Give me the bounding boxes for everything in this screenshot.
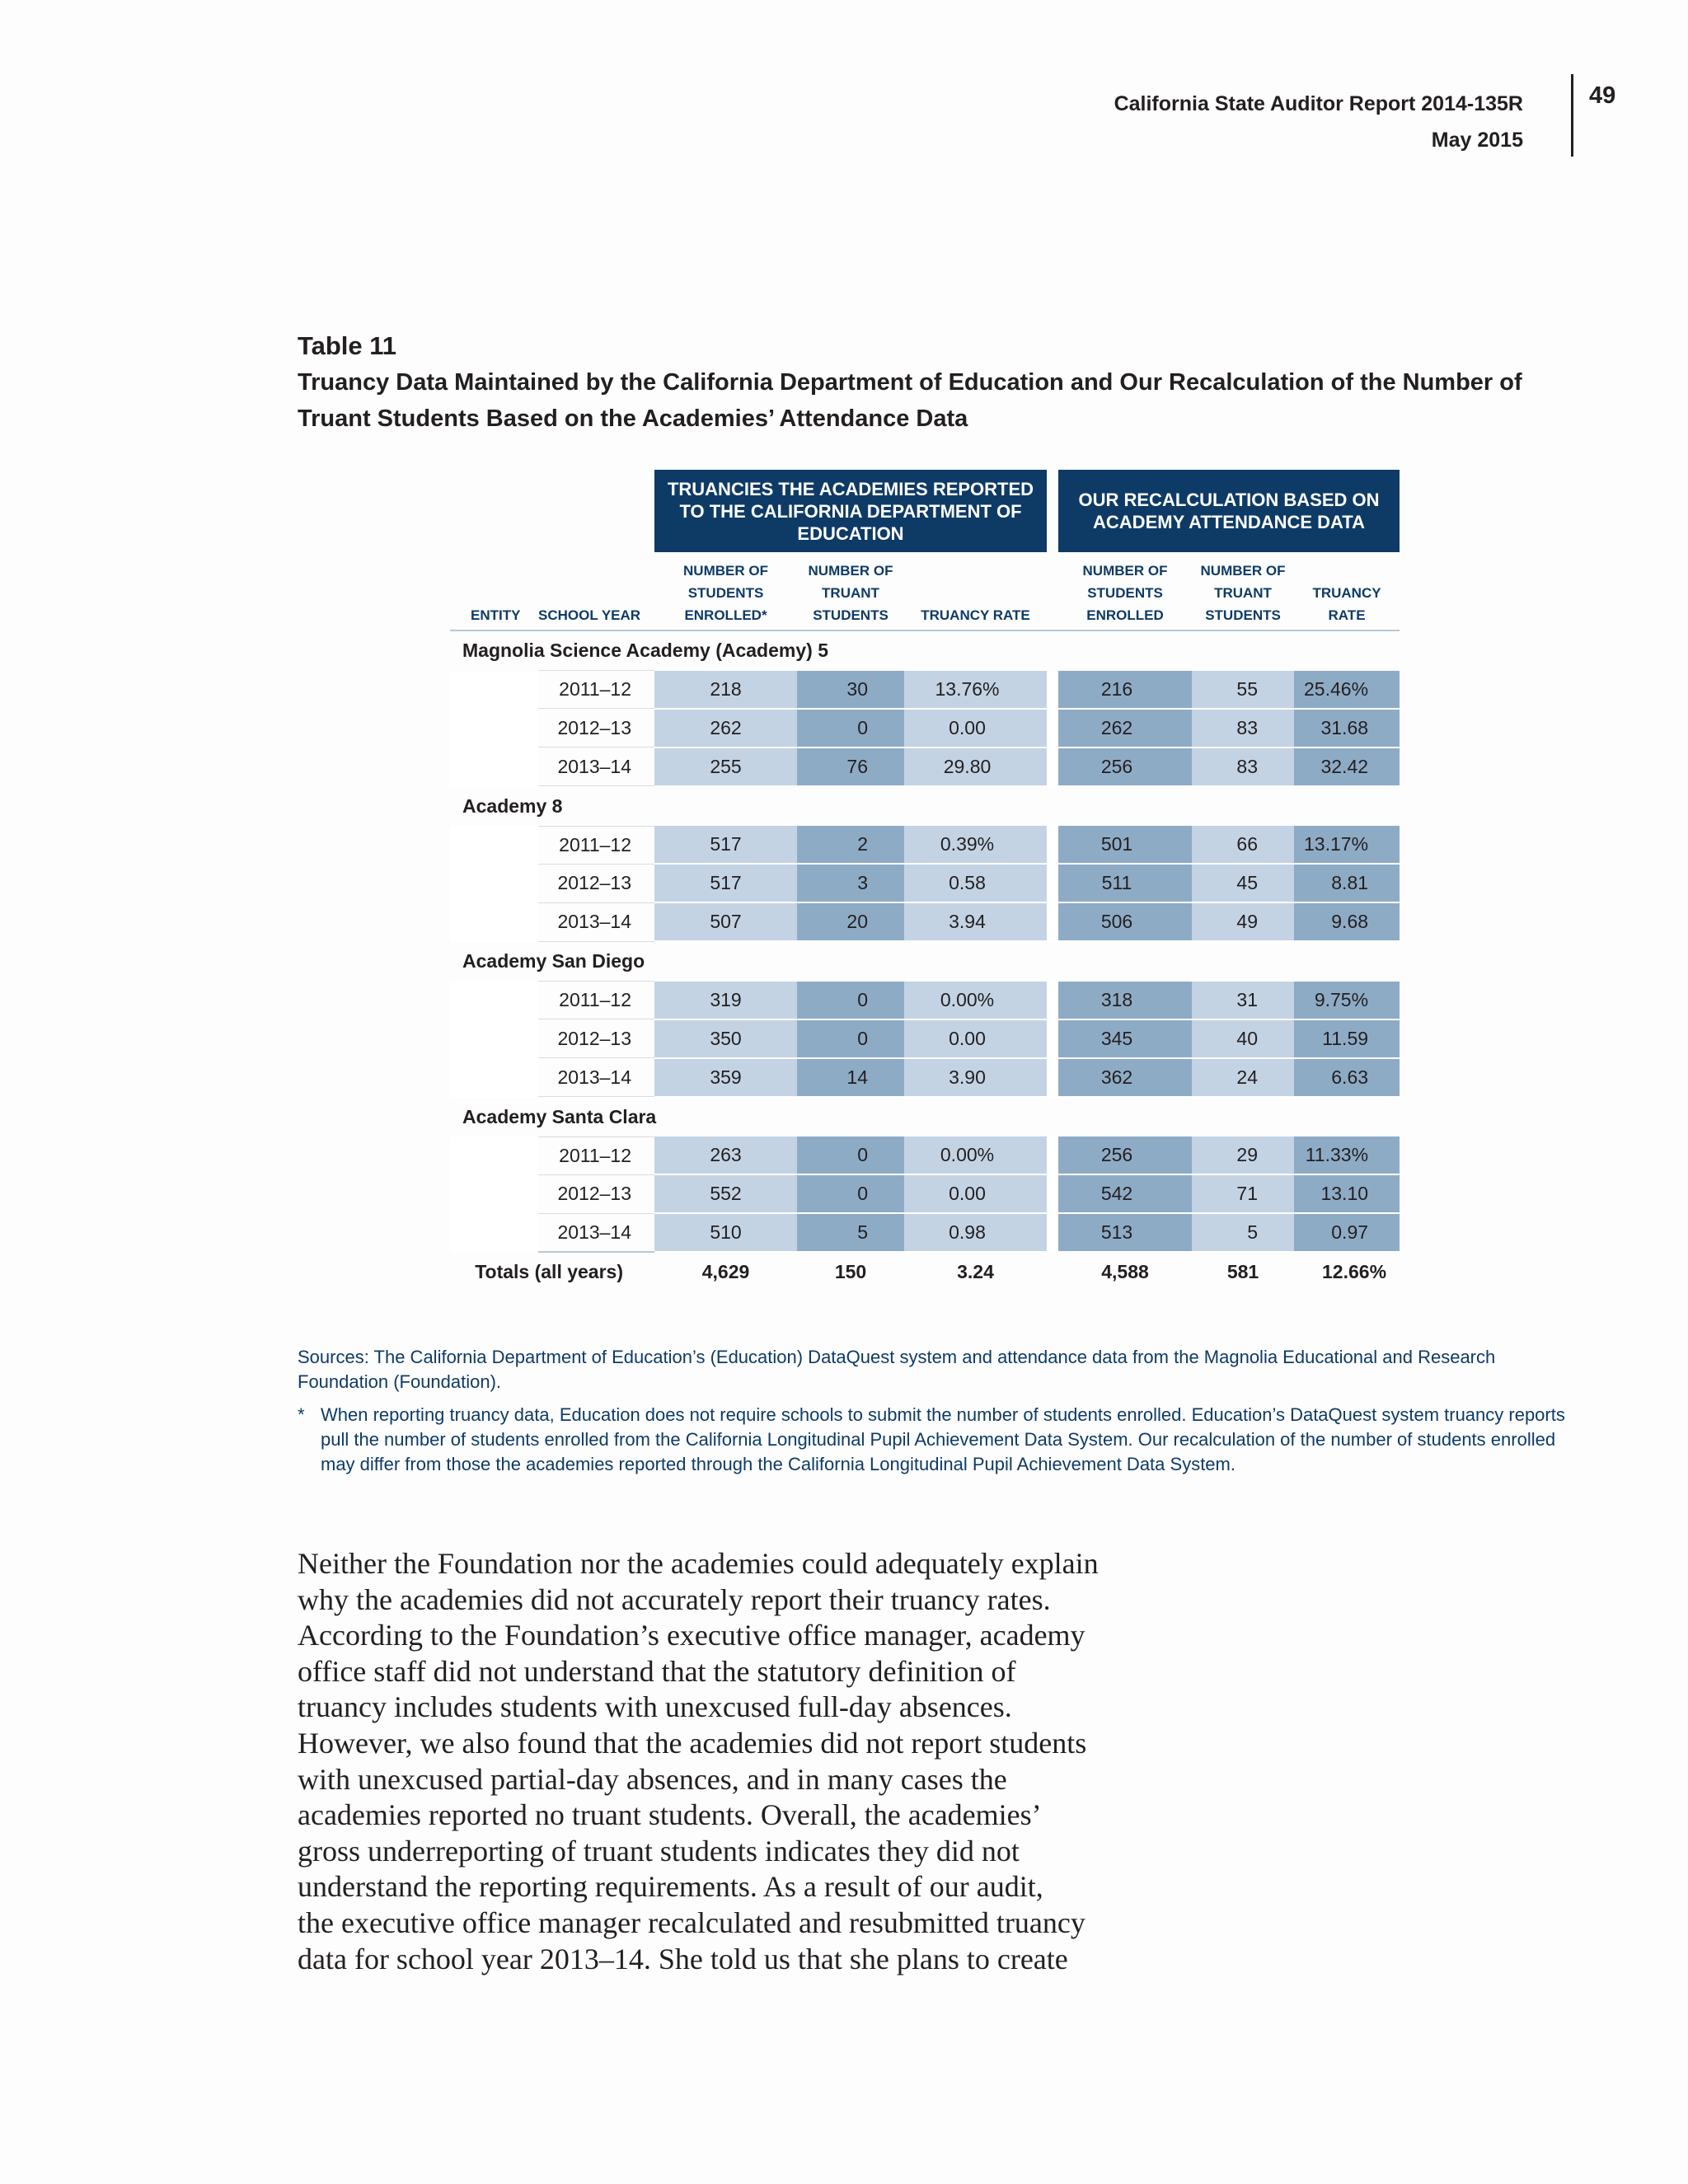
truancy-table-container	[450, 470, 1400, 1291]
recalc-enrolled-cell: 506	[1058, 902, 1192, 941]
recalc-enrolled-cell: 262	[1058, 709, 1192, 748]
recalc-truant-cell: 83	[1192, 709, 1294, 748]
reported-enrolled-cell: 359	[654, 1058, 797, 1097]
running-header	[1114, 86, 1523, 158]
reported-enrolled-cell: 552	[654, 1174, 797, 1213]
recalc-rate-cell: 13.10	[1294, 1174, 1400, 1213]
table-row	[450, 826, 1400, 864]
reported-rate-cell: 0.58	[904, 864, 1047, 902]
table-body	[450, 630, 1400, 1291]
footnote-text: When reporting truancy data, Education does not require schools to submit the number of students enrolled. Education’s DataQuest system truancy reports pull the number of students enrolled from the California Longitudinal Pupil Achievement Data System. Our recalculation of the number of students enrolled may differ from those the academies reported through the California Longitudinal Pupil Achievement Data System.	[321, 1404, 1565, 1474]
reported-rate-cell: 0.00	[904, 709, 1047, 748]
table-row	[450, 671, 1400, 709]
totals-row	[450, 1252, 1400, 1291]
col-recalc-truant: NUMBER OF TRUANT STUDENTS	[1192, 552, 1294, 630]
reported-truant-cell: 30	[797, 671, 904, 709]
recalc-enrolled-cell: 256	[1058, 748, 1192, 786]
reported-rate-cell: 0.00	[904, 1019, 1047, 1058]
recalc-truant-cell: 71	[1192, 1174, 1294, 1213]
reported-rate-cell: 0.00%	[904, 1137, 1047, 1174]
reported-truant-cell: 76	[797, 748, 904, 786]
page-number: 49	[1589, 82, 1616, 109]
recalc-rate-cell: 9.68	[1294, 902, 1400, 941]
reported-rate-cell: 3.94	[904, 902, 1047, 941]
totals-label: Totals (all years)	[450, 1252, 654, 1291]
table-row	[450, 1137, 1400, 1174]
school-year-cell: 2011–12	[538, 826, 654, 864]
recalc-rate-cell: 31.68	[1294, 709, 1400, 748]
recalc-truant-cell: 55	[1192, 671, 1294, 709]
recalc-rate-cell: 11.33%	[1294, 1137, 1400, 1174]
school-year-cell: 2011–12	[538, 671, 654, 709]
footnote	[298, 1403, 1573, 1477]
col-entity: ENTITY	[450, 552, 538, 630]
table-row	[450, 1213, 1400, 1252]
school-year-cell: 2011–12	[538, 982, 654, 1019]
recalc-enrolled-cell: 345	[1058, 1019, 1192, 1058]
reported-truant-cell: 20	[797, 902, 904, 941]
school-year-cell: 2013–14	[538, 748, 654, 786]
truancy-table	[450, 470, 1400, 1291]
reported-rate-cell: 3.90	[904, 1058, 1047, 1097]
school-year-cell: 2012–13	[538, 864, 654, 902]
recalc-rate-cell: 0.97	[1294, 1213, 1400, 1252]
recalc-rate-cell: 13.17%	[1294, 826, 1400, 864]
recalc-enrolled-cell: 511	[1058, 864, 1192, 902]
entity-name: Academy San Diego	[462, 950, 645, 972]
reported-enrolled-cell: 510	[654, 1213, 797, 1252]
col-gap	[1047, 552, 1058, 630]
school-year-cell: 2012–13	[538, 1019, 654, 1058]
recalc-enrolled-cell: 318	[1058, 982, 1192, 1019]
recalc-truant-cell: 83	[1192, 748, 1294, 786]
recalc-truant-cell: 66	[1192, 826, 1294, 864]
entity-name: Academy 8	[462, 794, 563, 817]
recalc-enrolled-cell: 216	[1058, 671, 1192, 709]
recalc-enrolled-cell: 501	[1058, 826, 1192, 864]
entity-name: Magnolia Science Academy (Academy) 5	[462, 640, 828, 661]
reported-enrolled-cell: 262	[654, 709, 797, 748]
recalc-rate-cell: 25.46%	[1294, 671, 1400, 709]
recalc-rate-cell: 6.63	[1294, 1058, 1400, 1097]
col-reported-enrolled: NUMBER OF STUDENTS ENROLLED*	[654, 552, 797, 630]
reported-truant-cell: 0	[797, 982, 904, 1019]
reported-truant-cell: 14	[797, 1058, 904, 1097]
reported-enrolled-cell: 507	[654, 902, 797, 941]
reported-truant-cell: 0	[797, 1019, 904, 1058]
recalc-enrolled-cell: 256	[1058, 1137, 1192, 1174]
recalc-truant-cell: 5	[1192, 1213, 1294, 1252]
reported-rate-cell: 0.00%	[904, 982, 1047, 1019]
reported-truant-cell: 2	[797, 826, 904, 864]
table-row	[450, 902, 1400, 941]
entity-name: Academy Santa Clara	[462, 1105, 657, 1127]
reported-enrolled-cell: 517	[654, 826, 797, 864]
table-number: Table 11	[298, 331, 397, 360]
table-caption	[298, 328, 1583, 437]
reported-rate-cell: 29.80	[904, 748, 1047, 786]
total-recalc-enrolled: 4,588	[1058, 1252, 1192, 1291]
group-gap	[1047, 470, 1058, 552]
recalc-truant-cell: 29	[1192, 1137, 1294, 1174]
school-year-cell: 2013–14	[538, 1213, 654, 1252]
school-year-cell: 2012–13	[538, 709, 654, 748]
reported-rate-cell: 13.76%	[904, 671, 1047, 709]
table-row	[450, 1019, 1400, 1058]
col-recalc-enrolled: NUMBER OF STUDENTS ENROLLED	[1058, 552, 1192, 630]
table-row	[450, 709, 1400, 748]
reported-truant-cell: 0	[797, 1137, 904, 1174]
recalc-truant-cell: 31	[1192, 982, 1294, 1019]
total-recalc-rate: 12.66%	[1294, 1252, 1400, 1291]
table-title: Truancy Data Maintained by the California Department of Education and Our Recalculation of the Number of Truant Students Based on the Academies’ Attendance Data	[298, 369, 1522, 432]
reported-enrolled-cell: 255	[654, 748, 797, 786]
reported-truant-cell: 5	[797, 1213, 904, 1252]
recalc-truant-cell: 45	[1192, 864, 1294, 902]
table-row	[450, 1058, 1400, 1097]
report-title: California State Auditor Report 2014-135R	[1114, 92, 1523, 115]
reported-enrolled-cell: 218	[654, 671, 797, 709]
col-recalc-rate: TRUANCY RATE	[1294, 552, 1400, 630]
recalc-enrolled-cell: 513	[1058, 1213, 1192, 1252]
table-row	[450, 748, 1400, 786]
reported-enrolled-cell: 517	[654, 864, 797, 902]
reported-rate-cell: 0.98	[904, 1213, 1047, 1252]
footnote-marker: *	[298, 1404, 305, 1425]
group-header-recalculation: OUR RECALCULATION BASED ON ACADEMY ATTENDANCE DATA	[1058, 470, 1400, 552]
recalc-truant-cell: 24	[1192, 1058, 1294, 1097]
total-reported-truant: 150	[797, 1252, 904, 1291]
school-year-cell: 2013–14	[538, 1058, 654, 1097]
recalc-rate-cell: 8.81	[1294, 864, 1400, 902]
reported-rate-cell: 0.00	[904, 1174, 1047, 1213]
report-date: May 2015	[1431, 129, 1523, 152]
header-divider	[1571, 74, 1573, 157]
school-year-cell: 2011–12	[538, 1137, 654, 1174]
group-header-reported: TRUANCIES THE ACADEMIES REPORTED TO THE CALIFORNIA DEPARTMENT OF EDUCATION	[654, 470, 1047, 552]
recalc-rate-cell: 9.75%	[1294, 982, 1400, 1019]
total-reported-rate: 3.24	[904, 1252, 1047, 1291]
table-row	[450, 1174, 1400, 1213]
body-paragraph: Neither the Foundation nor the academies could adequately explain why the academies did not accurately report their truancy rates. According to the Foundation’s executive office manager, academy office staff did not understand that the statutory definition of truancy includes students with unexcused full-day absences. However, we also found that the academies did not report students with unexcused partial-day absences, and in many cases the academies reported no truant students. Overall, the academies’ gross underreporting of truant students indicates they did not understand the reporting requirements. As a result of our audit, the executive office manager recalculated and resubmitted truancy data for school year 2013–14. She told us that she plans to create	[298, 1547, 1099, 1975]
reported-enrolled-cell: 263	[654, 1137, 797, 1174]
col-reported-rate: TRUANCY RATE	[904, 552, 1047, 630]
reported-enrolled-cell: 350	[654, 1019, 797, 1058]
recalc-enrolled-cell: 362	[1058, 1058, 1192, 1097]
reported-rate-cell: 0.39%	[904, 826, 1047, 864]
table-row	[450, 982, 1400, 1019]
reported-truant-cell: 3	[797, 864, 904, 902]
recalc-enrolled-cell: 542	[1058, 1174, 1192, 1213]
reported-truant-cell: 0	[797, 709, 904, 748]
school-year-cell: 2013–14	[538, 902, 654, 941]
reported-truant-cell: 0	[797, 1174, 904, 1213]
recalc-truant-cell: 49	[1192, 902, 1294, 941]
reported-enrolled-cell: 319	[654, 982, 797, 1019]
sources-note: Sources: The California Department of Education’s (Education) DataQuest system and attendance data from the Magnolia Educational and Research Foundation (Foundation).	[298, 1347, 1496, 1392]
col-school-year: SCHOOL YEAR	[538, 552, 654, 630]
recalc-rate-cell: 32.42	[1294, 748, 1400, 786]
total-recalc-truant: 581	[1192, 1252, 1294, 1291]
table-row	[450, 864, 1400, 902]
group-header-blank	[450, 470, 654, 552]
school-year-cell: 2012–13	[538, 1174, 654, 1213]
col-reported-truant: NUMBER OF TRUANT STUDENTS	[797, 552, 904, 630]
total-reported-enrolled: 4,629	[654, 1252, 797, 1291]
recalc-truant-cell: 40	[1192, 1019, 1294, 1058]
recalc-rate-cell: 11.59	[1294, 1019, 1400, 1058]
